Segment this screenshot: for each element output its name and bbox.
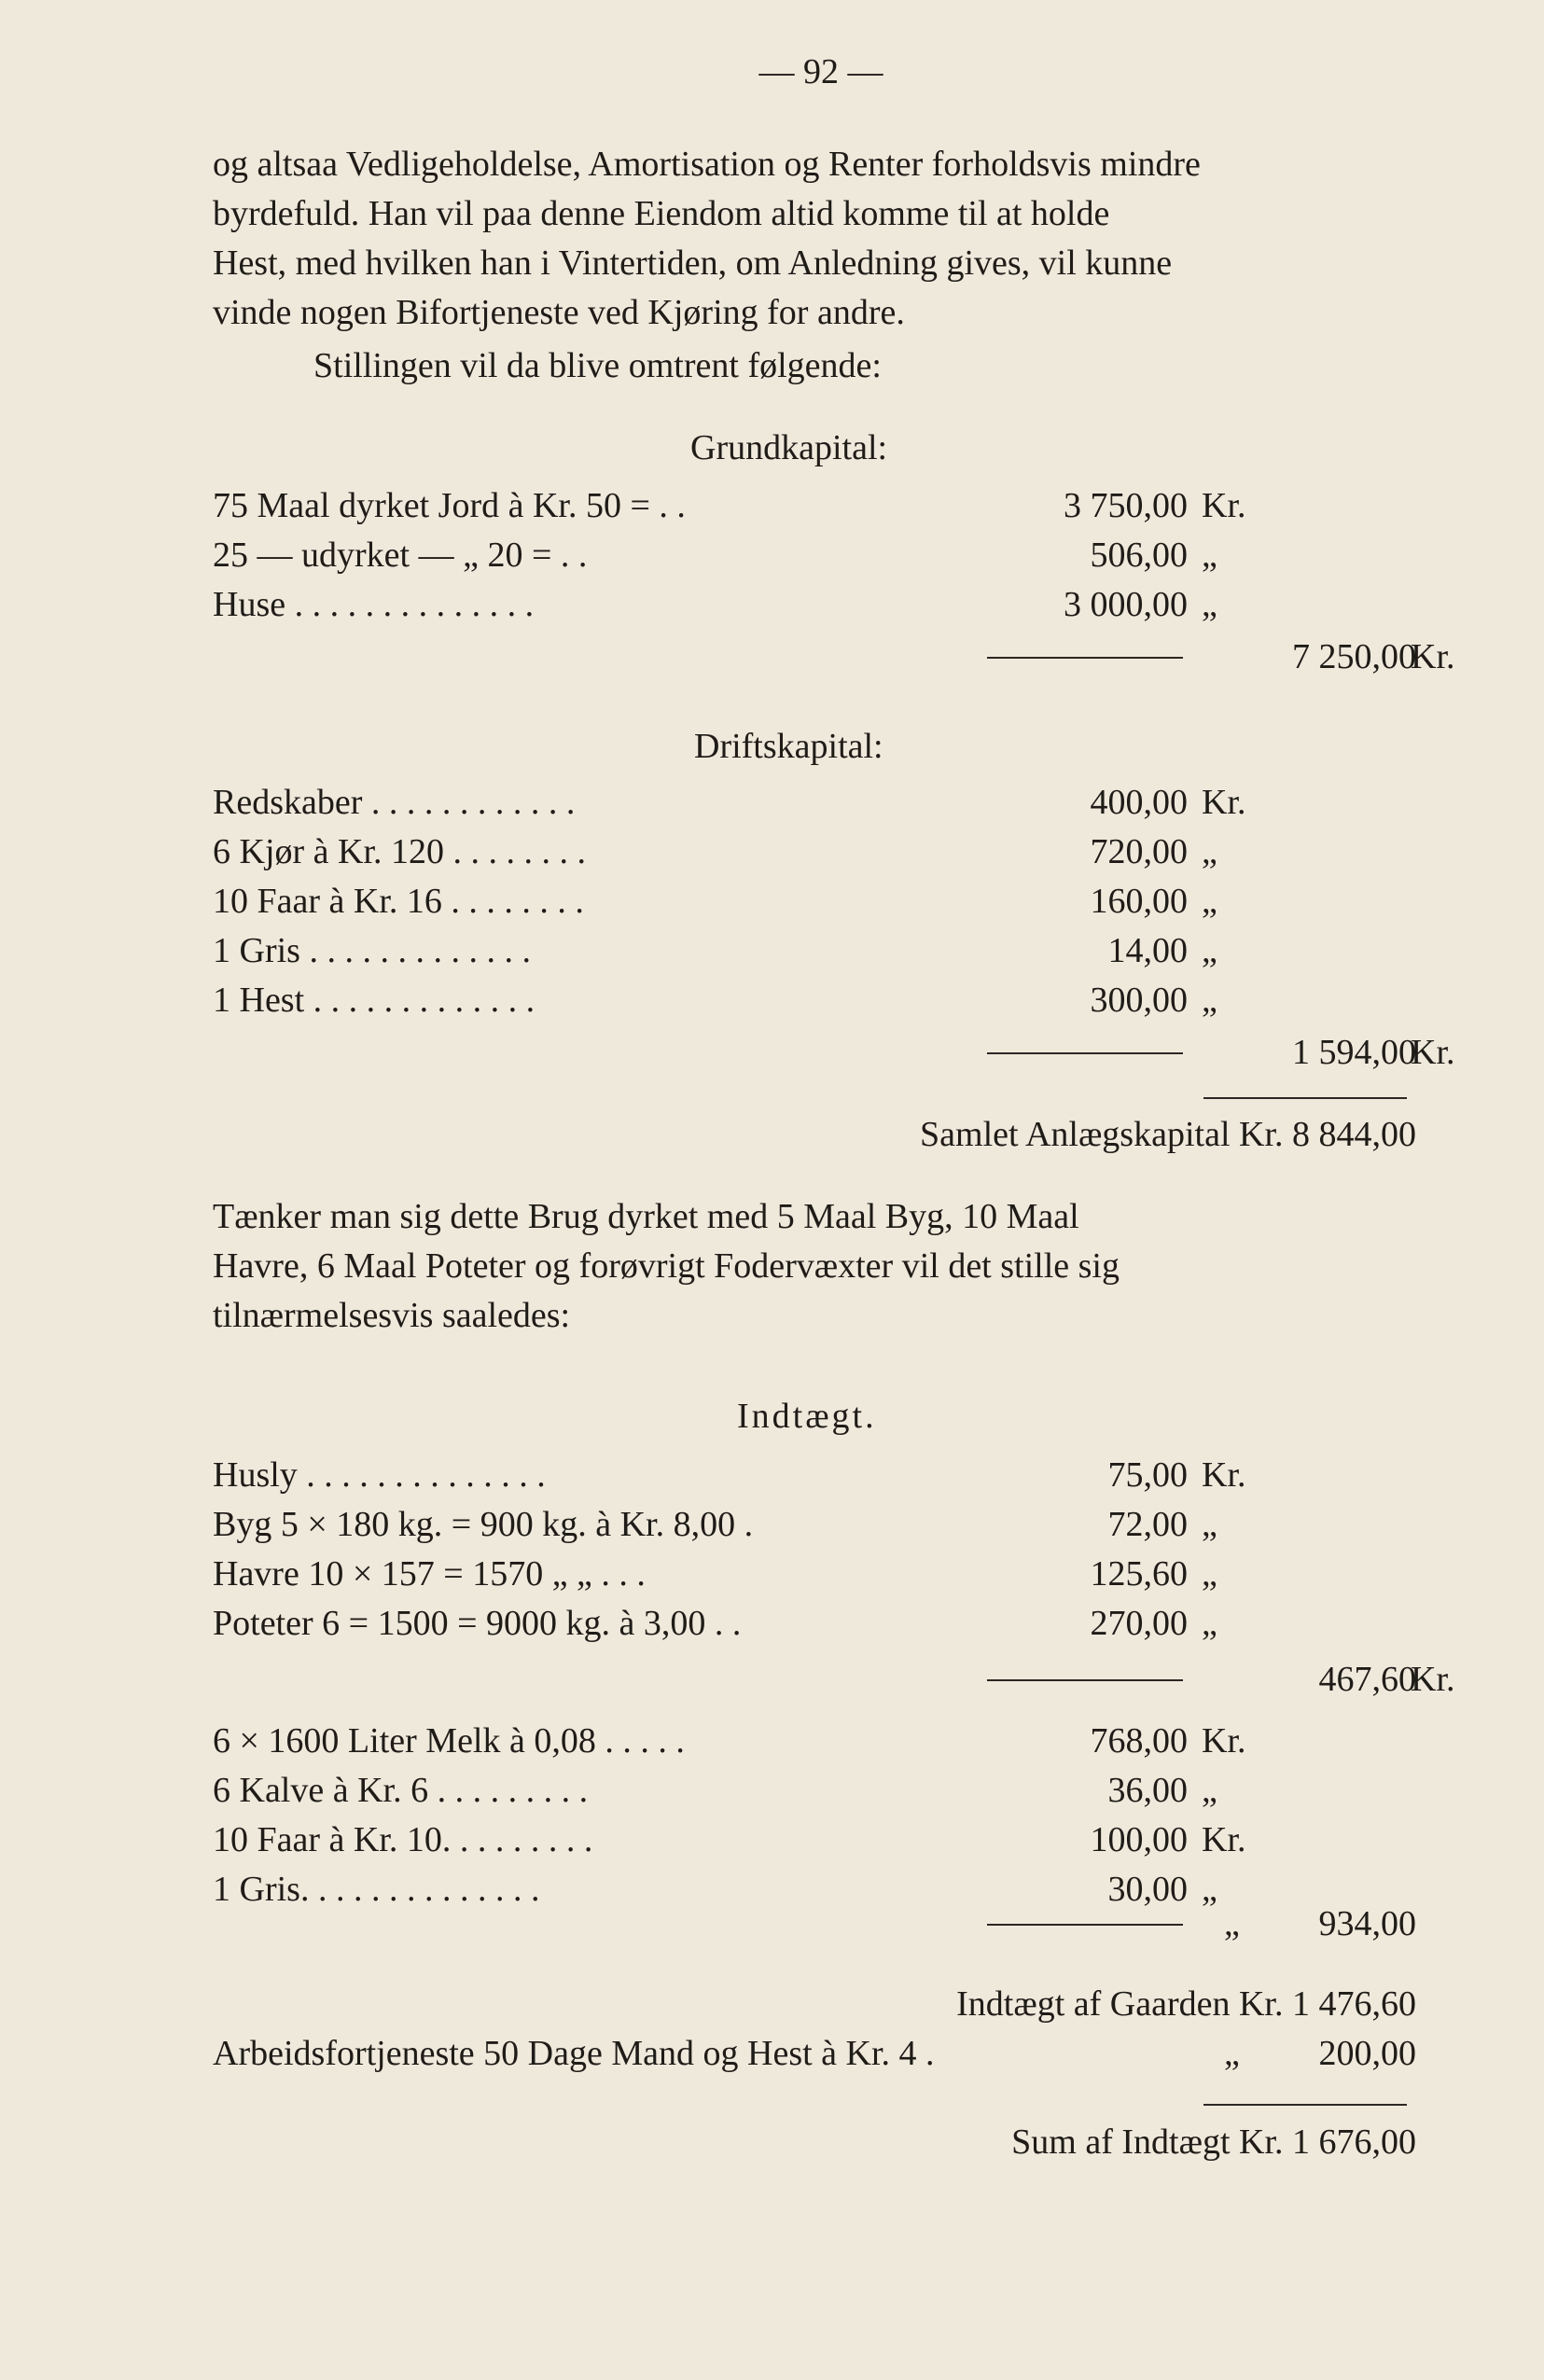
row-amount: 36,00 [1107,1771,1188,1810]
row-label: 75 Maal dyrket Jord à Kr. 50 = . . [213,486,686,525]
row-amount: 100,00 [1090,1820,1188,1859]
text-line: Tænker man sig dette Brug dyrket med 5 Maal Byg, 10 Maal [213,1197,1079,1236]
indtaegt-group1-total [213,1655,1455,1705]
row-currency: „ [1202,931,1217,970]
intro-paragraph [213,140,1416,338]
grundkapital-row [213,580,1416,630]
indtaegt-af-gaarden [213,1980,1416,2029]
row-currency: Kr. [1202,1820,1246,1859]
row-label: 6 × 1600 Liter Melk à 0,08 . . . . . [213,1721,685,1761]
indtaegt-row [213,1599,1416,1649]
row-label: Huse . . . . . . . . . . . . . . [213,585,535,624]
total-rule [1203,1097,1407,1099]
row-currency: Kr. [1202,486,1246,525]
row-amount: 14,00 [1107,931,1188,970]
row-currency: „ [1202,1604,1217,1643]
text-line: Havre, 6 Maal Poteter og forøvrigt Fodervæxter vil det stille sig [213,1246,1120,1286]
row-currency: „ [1224,2034,1240,2073]
row-label: Husly . . . . . . . . . . . . . . [213,1455,546,1495]
row-label: Poteter 6 = 1500 = 9000 kg. à 3,00 . . [213,1604,742,1643]
row-currency: „ [1202,536,1217,575]
row-label: 10 Faar à Kr. 16 . . . . . . . . [213,882,584,921]
page-number: — 92 — [758,52,883,91]
row-label: Byg 5 × 180 kg. = 900 kg. à Kr. 8,00 . [213,1505,754,1544]
total-amount: 7 250,00 [1292,637,1416,676]
row-currency: „ [1202,832,1217,871]
text-line: Hest, med hvilken han i Vintertiden, om Anledning gives, vil kunne [213,244,1173,283]
driftskapital-total [213,1028,1455,1078]
row-label: 6 Kalve à Kr. 6 . . . . . . . . . [213,1771,589,1810]
row-currency: „ [1202,1771,1217,1810]
row-amount: 3 750,00 [1064,486,1188,525]
samlet-anlaegskapital [213,1110,1416,1160]
row-amount: 506,00 [1090,536,1188,575]
driftskapital-row [213,828,1416,877]
row-label: 1 Gris . . . . . . . . . . . . . [213,931,531,970]
grundkapital-heading: Grundkapital: [690,428,888,467]
text-line: og altsaa Vedligeholdelse, Amortisation og Renter forholdsvis mindre [213,145,1201,184]
row-amount: 720,00 [1090,832,1188,871]
samlet-text: Samlet Anlægskapital Kr. 8 844,00 [920,1115,1416,1154]
arbeidsfortjeneste-row [213,2029,1416,2079]
row-currency: „ [1202,1870,1217,1909]
indtaegt-row [213,1451,1416,1500]
row-amount: 300,00 [1090,981,1188,1020]
total-amount: 934,00 [1318,1904,1416,1943]
total-currency: Kr. [1411,637,1455,676]
grundkapital-total [213,633,1455,682]
total-amount: 1 594,00 [1292,1033,1416,1072]
row-amount: 270,00 [1090,1604,1188,1643]
text-line: vinde nogen Bifortjeneste ved Kjøring for andre. [213,293,905,332]
row-label: 10 Faar à Kr. 10. . . . . . . . . [213,1820,593,1859]
row-amount: 75,00 [1107,1455,1188,1495]
gaarden-text: Indtægt af Gaarden Kr. 1 476,60 [956,1984,1416,2024]
row-label: 1 Gris. . . . . . . . . . . . . . [213,1870,540,1909]
sum-text: Sum af Indtægt Kr. 1 676,00 [1011,2123,1416,2162]
row-label: 1 Hest . . . . . . . . . . . . . [213,981,536,1020]
row-amount: 3 000,00 [1064,585,1188,624]
row-amount: 160,00 [1090,882,1188,921]
row-label: 25 — udyrket — „ 20 = . . [213,536,588,575]
row-currency: Kr. [1202,1721,1246,1761]
row-amount: 768,00 [1090,1721,1188,1761]
total-currency: Kr. [1411,1033,1455,1072]
row-currency: Kr. [1202,783,1246,822]
stillingen-line: Stillingen vil da blive omtrent følgende: [313,346,882,385]
driftskapital-row [213,778,1416,828]
indtaegt-row [213,1550,1416,1599]
driftskapital-row [213,877,1416,926]
row-label: 6 Kjør à Kr. 120 . . . . . . . . [213,832,587,871]
row-amount: 30,00 [1107,1870,1188,1909]
indtaegt-row [213,1816,1416,1865]
row-currency: „ [1202,585,1217,624]
driftskapital-row [213,926,1416,976]
row-currency: „ [1202,1554,1217,1594]
row-amount: 400,00 [1090,783,1188,822]
total-currency: Kr. [1411,1660,1455,1699]
total-amount: 467,60 [1318,1660,1416,1699]
row-currency: „ [1202,1505,1217,1544]
driftskapital-row [213,976,1416,1025]
row-label: Havre 10 × 157 = 1570 „ „ . . . [213,1554,646,1594]
sum-af-indtaegt [213,2118,1416,2167]
indtaegt-row [213,1500,1416,1550]
row-currency: „ [1202,981,1217,1020]
grundkapital-row [213,531,1416,580]
row-amount: 72,00 [1107,1505,1188,1544]
row-label: Arbeidsfortjeneste 50 Dage Mand og Hest à Kr. 4 . [213,2034,935,2073]
indtaegt-heading: Indtægt. [737,1397,877,1436]
row-currency: „ [1202,882,1217,921]
text-line: byrdefuld. Han vil paa denne Eiendom altid komme til at holde [213,194,1110,233]
middle-paragraph [213,1192,1416,1341]
indtaegt-row [213,1717,1416,1766]
text-line: tilnærmelsesvis saaledes: [213,1296,571,1335]
indtaegt-group2-total [213,1900,1416,1949]
indtaegt-row [213,1766,1416,1816]
row-amount: 200,00 [1318,2034,1416,2073]
row-currency: Kr. [1202,1455,1246,1495]
grundkapital-row [213,481,1416,531]
total-currency: „ [1224,1904,1240,1943]
driftskapital-heading: Driftskapital: [694,727,883,766]
row-label: Redskaber . . . . . . . . . . . . [213,783,576,822]
row-amount: 125,60 [1090,1554,1188,1594]
total-rule [1203,2104,1407,2106]
